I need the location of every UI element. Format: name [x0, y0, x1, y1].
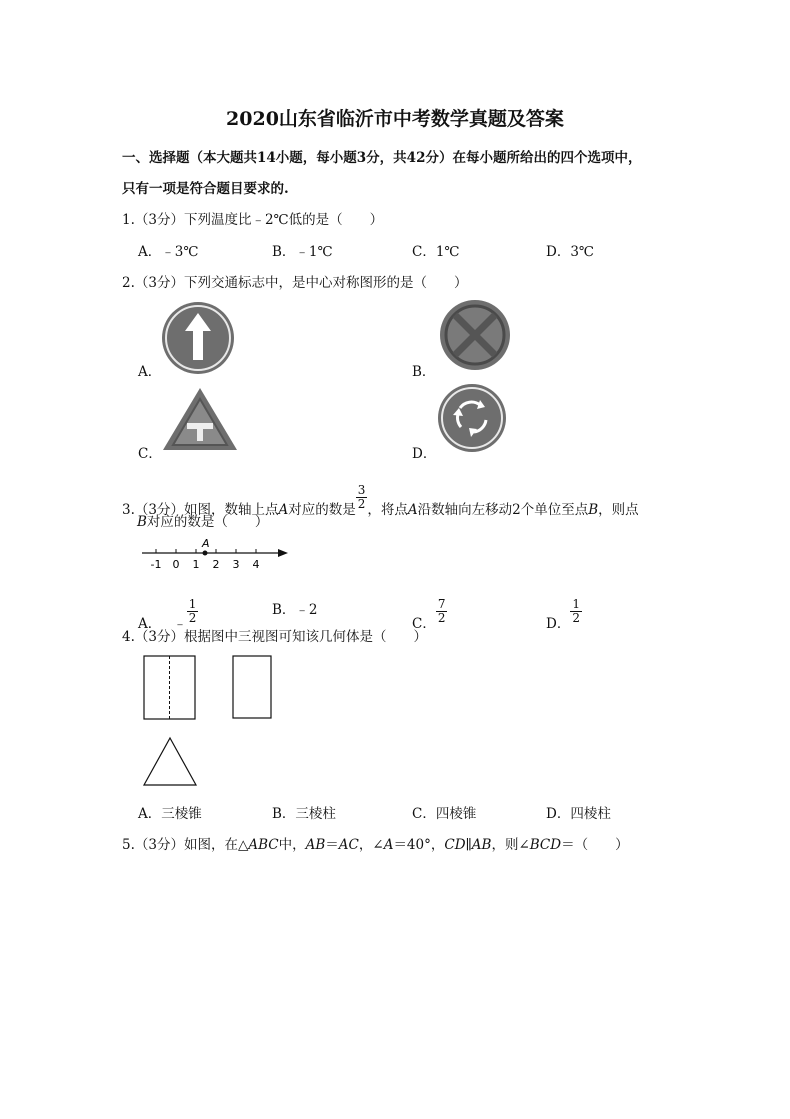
question-2-label-c: C． [138, 446, 162, 462]
question-4-option-b: B．三棱柱 [272, 806, 336, 822]
question-2-stem: 2.（3分）下列交通标志中，是中心对称图形的是（ ） [122, 275, 468, 291]
point-a [203, 551, 208, 556]
axis-tick-label: 3 [232, 558, 240, 571]
question-3-option-b: B．﹣2 [272, 602, 318, 618]
roundabout-sign-icon [436, 382, 508, 454]
section-heading-line1: 一、选择题（本大题共14小题，每小题3分，共42分）在每小题所给出的四个选项中， [122, 150, 642, 166]
question-3-stem-line2: B对应的数是（ ） [137, 514, 269, 530]
top-view [144, 738, 196, 785]
question-3-option-a: A． ﹣ $\frac{1}{2}$ [138, 597, 197, 632]
t-junction-warning-sign-icon [160, 385, 240, 453]
axis-tick-label: 1 [192, 558, 200, 571]
question-1-option-a: A．﹣3℃ [138, 244, 199, 260]
question-1-stem: 1.（3分）下列温度比﹣2℃低的是（ ） [122, 212, 384, 228]
question-4-option-a: A．三棱锥 [138, 806, 202, 822]
question-3-option-d: D． $\frac{1}{2}$ [546, 597, 580, 632]
question-4-stem: 4.（3分）根据图中三视图可知该几何体是（ ） [122, 629, 427, 645]
axis-tick-label: 4 [252, 558, 260, 571]
no-stopping-cross-sign-icon [438, 298, 512, 372]
question-2-label-b: B． [412, 364, 436, 380]
var-a: A [278, 502, 289, 518]
side-view [233, 656, 271, 718]
question-5-stem: 5.（3分）如图，在△ABC中，AB＝AC，∠A＝40°，CD∥AB，则∠BCD＝（ ） [122, 837, 629, 853]
question-1-option-d: D．3℃ [546, 244, 595, 260]
section-heading-line2: 只有一项是符合题目要求的. [122, 181, 289, 197]
axis-tick-label: 2 [212, 558, 220, 571]
question-4-option-d: D．四棱柱 [546, 806, 611, 822]
axis-tick-label: 0 [172, 558, 180, 571]
three-view-drawing [140, 652, 280, 794]
question-2-label-d: D． [412, 446, 437, 462]
question-3-stem-line1: 3.（3分）如图，数轴上点A对应的数是 $\frac{3}{2}$ ，将点A沿数轴向左移动2个单位至点B，则点 [122, 483, 639, 518]
question-3-option-c: C． $\frac{7}{2}$ [412, 597, 446, 632]
question-1-option-c: C．1℃ [412, 244, 460, 260]
question-4-option-c: C．四棱锥 [412, 806, 477, 822]
number-line [140, 536, 292, 572]
page-title: 2020山东省临沂市中考数学真题及答案 [226, 108, 564, 130]
point-a-label: A [202, 537, 210, 550]
axis-tick-label: -1 [150, 558, 162, 571]
question-1-option-b: B．﹣1℃ [272, 244, 333, 260]
question-2-label-a: A． [138, 364, 162, 380]
straight-arrow-sign-icon [160, 300, 236, 376]
